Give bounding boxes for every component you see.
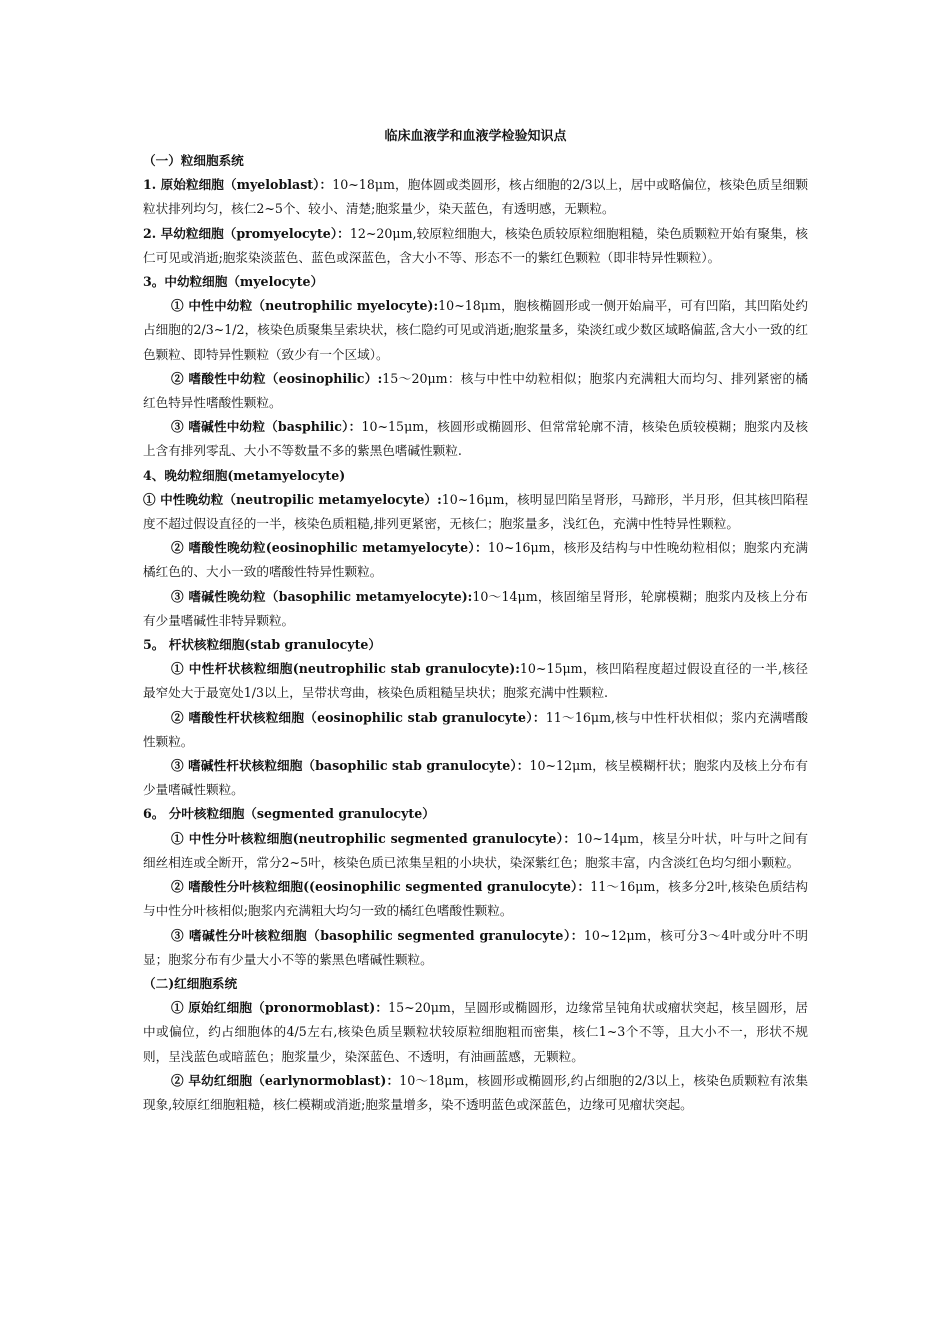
paragraph-text: 10～18μm，核圆形或椭圆形,约占细胞的2/3以上，核染色质颗粒有浓集现象,较原红细胞粗糙，核仁模糊或消逝;胞浆量增多，染不透明蓝色或深蓝色，边缘可见瘤状突起。 bbox=[143, 1072, 809, 1112]
paragraph-heading: ① 中性分叶核粒细胞(neutrophilic segmented granulocyte）： bbox=[171, 830, 577, 846]
paragraph-heading: ② 嗜酸性分叶核粒细胞((eosinophilic segmented granulocyte）： bbox=[171, 879, 591, 895]
paragraph-text: 10～14μm，核固缩呈肾形，轮廓模糊；胞浆内及核上分布有少量嗜碱性非特异颗粒。 bbox=[143, 588, 808, 628]
paragraph bbox=[143, 585, 808, 633]
paragraph-text: 10~16μm，核形及结构与中性晚幼粒相似；胞浆内充满橘红色的、大小一致的嗜酸性特异性颗粒。 bbox=[143, 540, 808, 580]
paragraph-heading: ① 中性中幼粒（neutrophilic myelocyte): bbox=[171, 298, 439, 314]
paragraph-heading: ① 中性晚幼粒（neutropilic metamyelocyte）: bbox=[143, 491, 442, 507]
paragraph bbox=[143, 633, 808, 657]
document-title: 临床血液学和血液学检验知识点 bbox=[384, 129, 567, 144]
paragraph-heading: ② 嗜酸性中幼粒（eosinophilic）: bbox=[171, 370, 383, 386]
paragraph bbox=[143, 294, 808, 367]
paragraph-heading: （二)红细胞系统 bbox=[143, 975, 238, 991]
paragraph-heading: ③ 嗜碱性杆状核粒细胞（basophilic stab granulocyte）： bbox=[171, 758, 530, 774]
paragraph bbox=[143, 415, 808, 463]
paragraph-heading: 5。 杆状核粒细胞(stab granulocyte） bbox=[143, 637, 382, 653]
paragraph-heading: ③ 嗜碱性晚幼粒（basophilic metamyelocyte): bbox=[171, 588, 473, 604]
paragraph bbox=[143, 972, 808, 996]
paragraph-text: 15~20μm，呈圆形或椭圆形，边缘常呈钝角状或瘤状突起，核呈圆形，居中或偏位，约占细胞体的4/5左右,核染色质呈颗粒状较原粒细胞粗而密集，核仁1~3个不等，且大小不一，形状不规则，呈浅蓝色或暗蓝色；胞浆量少，染深蓝色、不透明，有油画蓝感，无颗粒。 bbox=[143, 1000, 808, 1064]
paragraph-text: 10~15μm，核凹陷程度超过假设直径的一半,核径最窄处大于最宽处1/3以上，呈带状弯曲，核染色质粗糙呈块状；胞浆充满中性颗粒. bbox=[143, 661, 808, 701]
paragraph-heading: ③ 嗜碱性中幼粒（basphilic）： bbox=[171, 419, 362, 435]
document-page bbox=[143, 124, 808, 1117]
paragraph bbox=[143, 996, 808, 1069]
paragraph-text: 10~18μm，胞体圆或类圆形，核占细胞的2/3以上，居中或略偏位，核染色质呈细颗粒状排列均匀，核仁2~5个、较小、清楚;胞浆量少，染天蓝色，有透明感，无颗粒。 bbox=[143, 177, 809, 217]
paragraph-heading: ② 早幼红细胞（earlynormoblast)： bbox=[171, 1072, 400, 1088]
paragraph-text: 11～16μm,核与中性杆状相似；浆内充满嗜酸性颗粒。 bbox=[143, 709, 808, 749]
paragraph bbox=[143, 367, 808, 415]
paragraph-text: 10~12μm，核呈模糊杆状；胞浆内及核上分布有少量嗜碱性颗粒。 bbox=[143, 758, 808, 798]
paragraph bbox=[143, 754, 808, 802]
paragraph-text: 12~20μm,较原粒细胞大，核染色质较原粒细胞粗糙，染色质颗粒开始有聚集，核仁可见或消逝;胞浆染淡蓝色、蓝色或深蓝色，含大小不等、形态不一的紫红色颗粒（即非特异性颗粒）。 bbox=[143, 225, 809, 265]
paragraph-heading: 1. 原始粒细胞（myeloblast）： bbox=[143, 177, 333, 193]
paragraph bbox=[143, 464, 808, 488]
paragraph bbox=[143, 222, 808, 270]
paragraph bbox=[143, 149, 808, 173]
paragraph bbox=[143, 657, 808, 705]
paragraph-heading: ① 中性杆状核粒细胞(neutrophilic stab granulocyte): bbox=[171, 661, 520, 677]
paragraph-heading: ① 原始红细胞（pronormoblast)： bbox=[171, 1000, 389, 1016]
paragraph bbox=[143, 875, 808, 923]
paragraph-heading: 6。 分叶核粒细胞（segmented granulocyte） bbox=[143, 806, 435, 822]
paragraph-text: 10~15μm，核圆形或椭圆形、但常常轮廓不清，核染色质较模糊；胞浆内及核上含有排列零乱、大小不等数量不多的紫黑色嗜碱性颗粒. bbox=[143, 419, 809, 459]
paragraph-text: 10~12μm，核可分3～4叶或分叶不明显；胞浆分布有少量大小不等的紫黑色嗜碱性颗粒。 bbox=[143, 927, 808, 967]
paragraph-heading: 2. 早幼粒细胞（promyelocyte）： bbox=[143, 225, 350, 241]
paragraph bbox=[143, 488, 808, 536]
paragraph bbox=[143, 706, 808, 754]
paragraph-text: 10~14μm，核呈分叶状，叶与叶之间有细丝相连或全断开，常分2~5叶，核染色质已浓集呈粗的小块状，染深紫红色；胞浆丰富，内含淡红色均匀细小颗粒。 bbox=[143, 830, 808, 870]
paragraph-heading: ③ 嗜碱性分叶核粒细胞（basophilic segmented granulocyte）： bbox=[171, 927, 584, 943]
paragraph-heading: ② 嗜酸性杆状核粒细胞（eosinophilic stab granulocyte）： bbox=[171, 709, 546, 725]
paragraph-text: 11～16μm，核多分2叶,核染色质结构与中性分叶核相似;胞浆内充满粗大均匀一致的橘红色嗜酸性颗粒。 bbox=[143, 879, 808, 919]
paragraph bbox=[143, 270, 808, 294]
document-body bbox=[143, 149, 808, 1117]
paragraph bbox=[143, 1069, 808, 1117]
paragraph-heading: 3。中幼粒细胞（myelocyte） bbox=[143, 274, 324, 290]
paragraph-text: 15～20μm：核与中性中幼粒相似；胞浆内充满粗大而均匀、排列紧密的橘红色特异性嗜酸性颗粒。 bbox=[143, 370, 808, 411]
paragraph bbox=[143, 827, 808, 875]
paragraph-heading: （一）粒细胞系统 bbox=[143, 153, 244, 168]
paragraph-heading: ② 嗜酸性晚幼粒(eosinophilic metamyelocyte）： bbox=[171, 540, 488, 556]
paragraph bbox=[143, 802, 808, 826]
paragraph-text: 10~16μm，核明显凹陷呈肾形，马蹄形，半月形，但其核凹陷程度不超过假设直径的一半，核染色质粗糙,排列更紧密，无核仁；胞浆量多，浅红色，充满中性特异性颗粒。 bbox=[143, 491, 808, 532]
paragraph bbox=[143, 536, 808, 584]
paragraph bbox=[143, 924, 808, 972]
paragraph-text: 10~18μm，胞核椭圆形或一侧开始扁平，可有凹陷，其凹陷处约占细胞的2/3~1/2，核染色质聚集呈索块状，核仁隐约可见或消逝;胞浆量多，染淡红或少数区域略偏蓝,含大小一致的红色颗粒、即特异性颗粒（致少有一个区域）。 bbox=[143, 298, 808, 362]
paragraph-heading: 4、晚幼粒细胞(metamyelocyte) bbox=[143, 467, 346, 483]
paragraph bbox=[143, 173, 808, 221]
